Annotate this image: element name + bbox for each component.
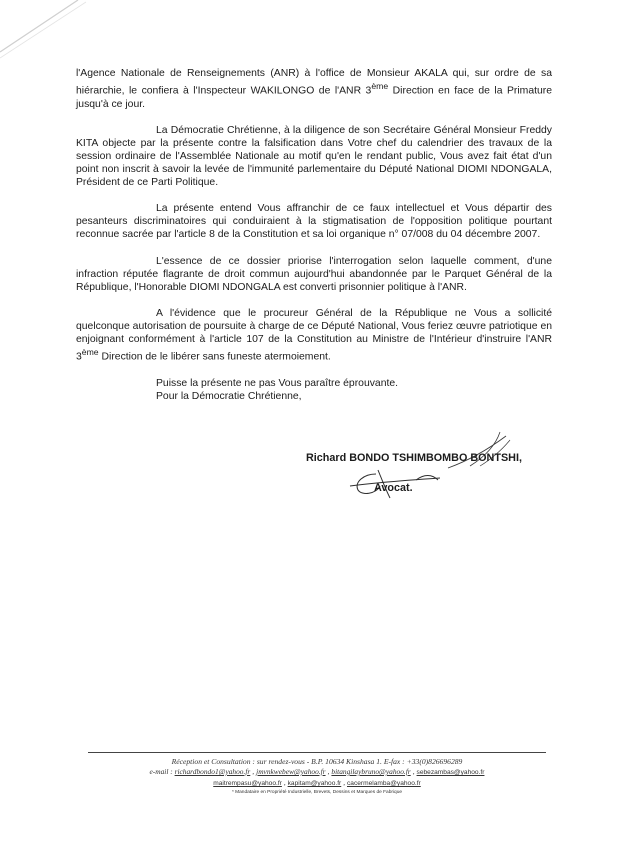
signatory-name: Richard BONDO TSHIMBOMBO BONTSHI, (306, 452, 522, 464)
paragraph-discrimination: La présente entend Vous affranchir de ce faux intellectuel et Vous départir des pesanteurs discriminatoires qui conduiraient à la stigmatisation de l'opposition politique pourtant reconnue sacrée par l'article 8 de la Constitution et sa loi organique n° 07/008 du 04 décembre 2007. (76, 203, 552, 241)
footer-email-line-2: maitrempasu@yahoo.fr , kapitam@yahoo.fr , cacermelamba@yahoo.fr (213, 779, 421, 787)
closing-salutation: Puisse la présente ne pas Vous paraître éprouvante. (156, 377, 399, 389)
paragraph-1-text: l'Agence Nationale de Renseignements (ANR) à l'office de Monsieur AKALA qui, sur ordre de sa hiérarchie, le confiera à l'Inspecteur WAKILONGO de l'ANR 3 (76, 68, 552, 97)
letter-body (76, 67, 552, 403)
footer-email-cacermelamba[interactable]: cacermelamba@yahoo.fr (346, 780, 421, 787)
closing-block (156, 377, 552, 403)
footer-divider (88, 752, 546, 753)
page-corner-fold-mark (0, 0, 90, 60)
paragraph-objection: La Démocratie Chrétienne, à la diligence de son Secrétaire Général Monsieur Freddy KITA objecte par la présente contre la falsification dans Votre chef du calendrier des travaux de la session ordinaire de l'Assemblée Nationale au motif qu'en le rendant public, Vous avez fait état d'un point non inscrit à savoir la levée de l'immunité parlementaire du Député National DIOMI NDONGALA, Président de ce Parti Politique. (76, 124, 552, 189)
letterhead-footer (88, 757, 546, 796)
paragraph-5-superscript: ème (81, 347, 99, 358)
footer-email-label: e-mail : (149, 767, 175, 776)
closing-party: Pour la Démocratie Chrétienne, (156, 390, 302, 402)
signatory-title: Avocat. (374, 482, 413, 494)
footer-email-maitrempasu[interactable]: maitrempasu@yahoo.fr (213, 780, 282, 787)
footer-email-bitangilaybruno[interactable]: bitangilaybruno@yahoo.fr (331, 767, 411, 776)
footer-email-line: e-mail : richardbondo1@yahoo.fr , jmvnkwebew@yahoo.fr , bitangilaybruno@yahoo.fr , sebezambas@yahoo.fr (149, 767, 485, 776)
footer-mandate-note: * Mandataire en Propriété Industrielle, Brevets, Dessins et Marques de Fabrique (231, 790, 403, 795)
footer-email-richardbondo[interactable]: richardbondo1@yahoo.fr (174, 767, 251, 776)
footer-email-sebezambas[interactable]: sebezambas@yahoo.fr (416, 769, 485, 776)
paragraph-5-text: A l'évidence que le procureur Général de la République ne Vous a sollicité quelconque autorisation de poursuite à charge de ce Député National, Vous feriez œuvre patriotique en enjoignant conformément à l'article 107 de la Constitution au Ministre de l'Intérieur d'instruire l'ANR 3 (76, 307, 552, 363)
footer-reception-line: Réception et Consultation : sur rendez-vous - B.P. 10634 Kinshasa 1. E-fax : +33(0)826696289 (171, 757, 463, 766)
footer-email-jmvnkwebew[interactable]: jmvnkwebew@yahoo.fr (256, 767, 326, 776)
paragraph-5-text-end: Direction de le libérer sans funeste atermoiement. (98, 351, 331, 363)
paragraph-interrogation: L'essence de ce dossier priorise l'interrogation selon laquelle comment, d'une infraction réputée flagrante de droit commun aujourd'hui abandonnée par le Parquet Général de la République, l'Honorable DIOMI NDONGALA est converti prisonnier politique à l'ANR. (76, 255, 552, 293)
paragraph-anr-transfer (76, 67, 552, 111)
handwritten-signature (320, 430, 530, 500)
paragraph-1-superscript: ème (371, 81, 389, 92)
footer-email-kapitam[interactable]: kapitam@yahoo.fr (287, 780, 342, 787)
paragraph-1-text-end: Direction en face de la Primature jusqu'à ce jour. (76, 85, 553, 110)
paragraph-authorization (76, 307, 552, 364)
